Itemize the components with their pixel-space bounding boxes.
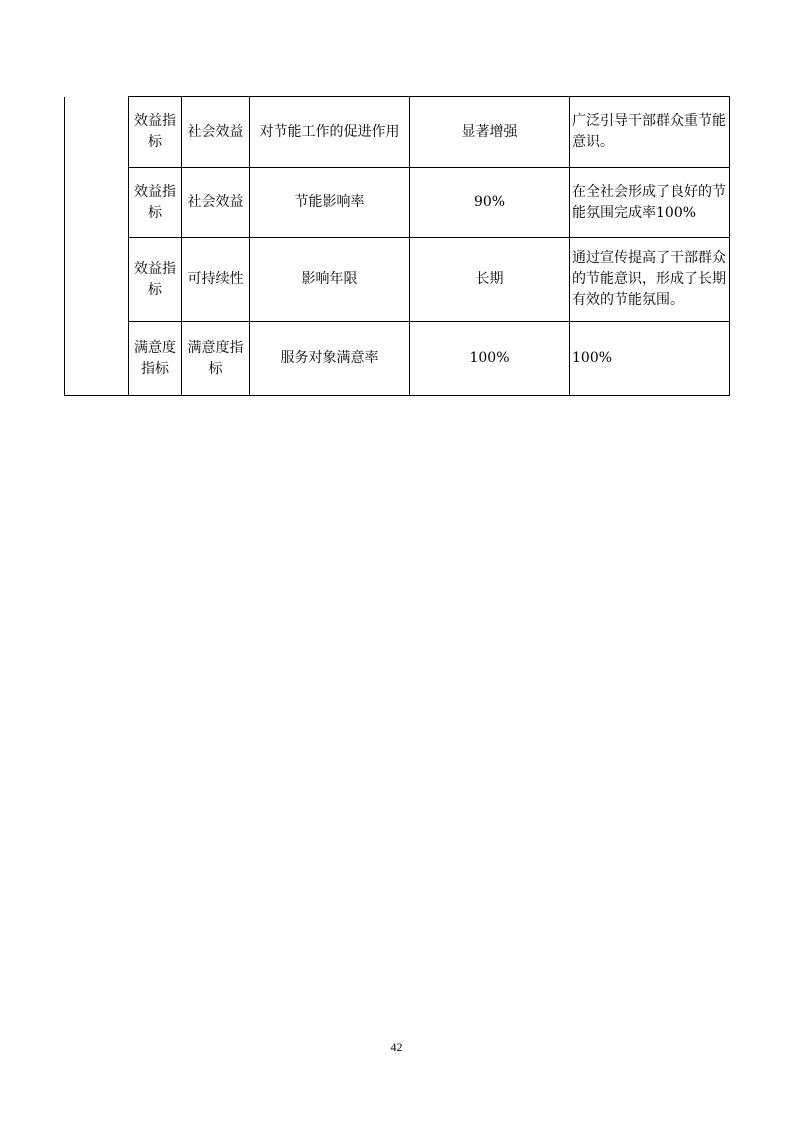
target-value-cell: 100% (410, 322, 570, 396)
level2-indicator-cell: 可持续性 (182, 238, 250, 322)
indicator-name-cell: 影响年限 (250, 238, 410, 322)
table-row (65, 322, 730, 396)
level1-indicator-cell: 效益指标 (129, 168, 182, 238)
table-row (65, 168, 730, 238)
performance-indicator-table (64, 96, 730, 396)
level2-indicator-cell: 社会效益 (182, 168, 250, 238)
level1-indicator-cell: 效益指标 (129, 97, 182, 168)
target-value-cell: 90% (410, 168, 570, 238)
target-value-cell: 显著增强 (410, 97, 570, 168)
level1-indicator-cell: 满意度指标 (129, 322, 182, 396)
level1-indicator-cell: 效益指标 (129, 238, 182, 322)
target-value-cell: 长期 (410, 238, 570, 322)
actual-result-cell: 100% (570, 322, 730, 396)
page-number: 42 (390, 1040, 403, 1054)
indicator-name-cell: 节能影响率 (250, 168, 410, 238)
level2-indicator-cell: 社会效益 (182, 97, 250, 168)
table-row (65, 97, 730, 168)
actual-result-cell: 广泛引导干部群众重节能意识。 (570, 97, 730, 168)
indicator-name-cell: 服务对象满意率 (250, 322, 410, 396)
indicator-name-cell: 对节能工作的促进作用 (250, 97, 410, 168)
merged-blank-cell (65, 97, 129, 396)
level2-indicator-cell: 满意度指标 (182, 322, 250, 396)
actual-result-cell: 通过宣传提高了干部群众的节能意识，形成了长期有效的节能氛围。 (570, 238, 730, 322)
actual-result-cell: 在全社会形成了良好的节能氛围完成率100% (570, 168, 730, 238)
table-row (65, 238, 730, 322)
